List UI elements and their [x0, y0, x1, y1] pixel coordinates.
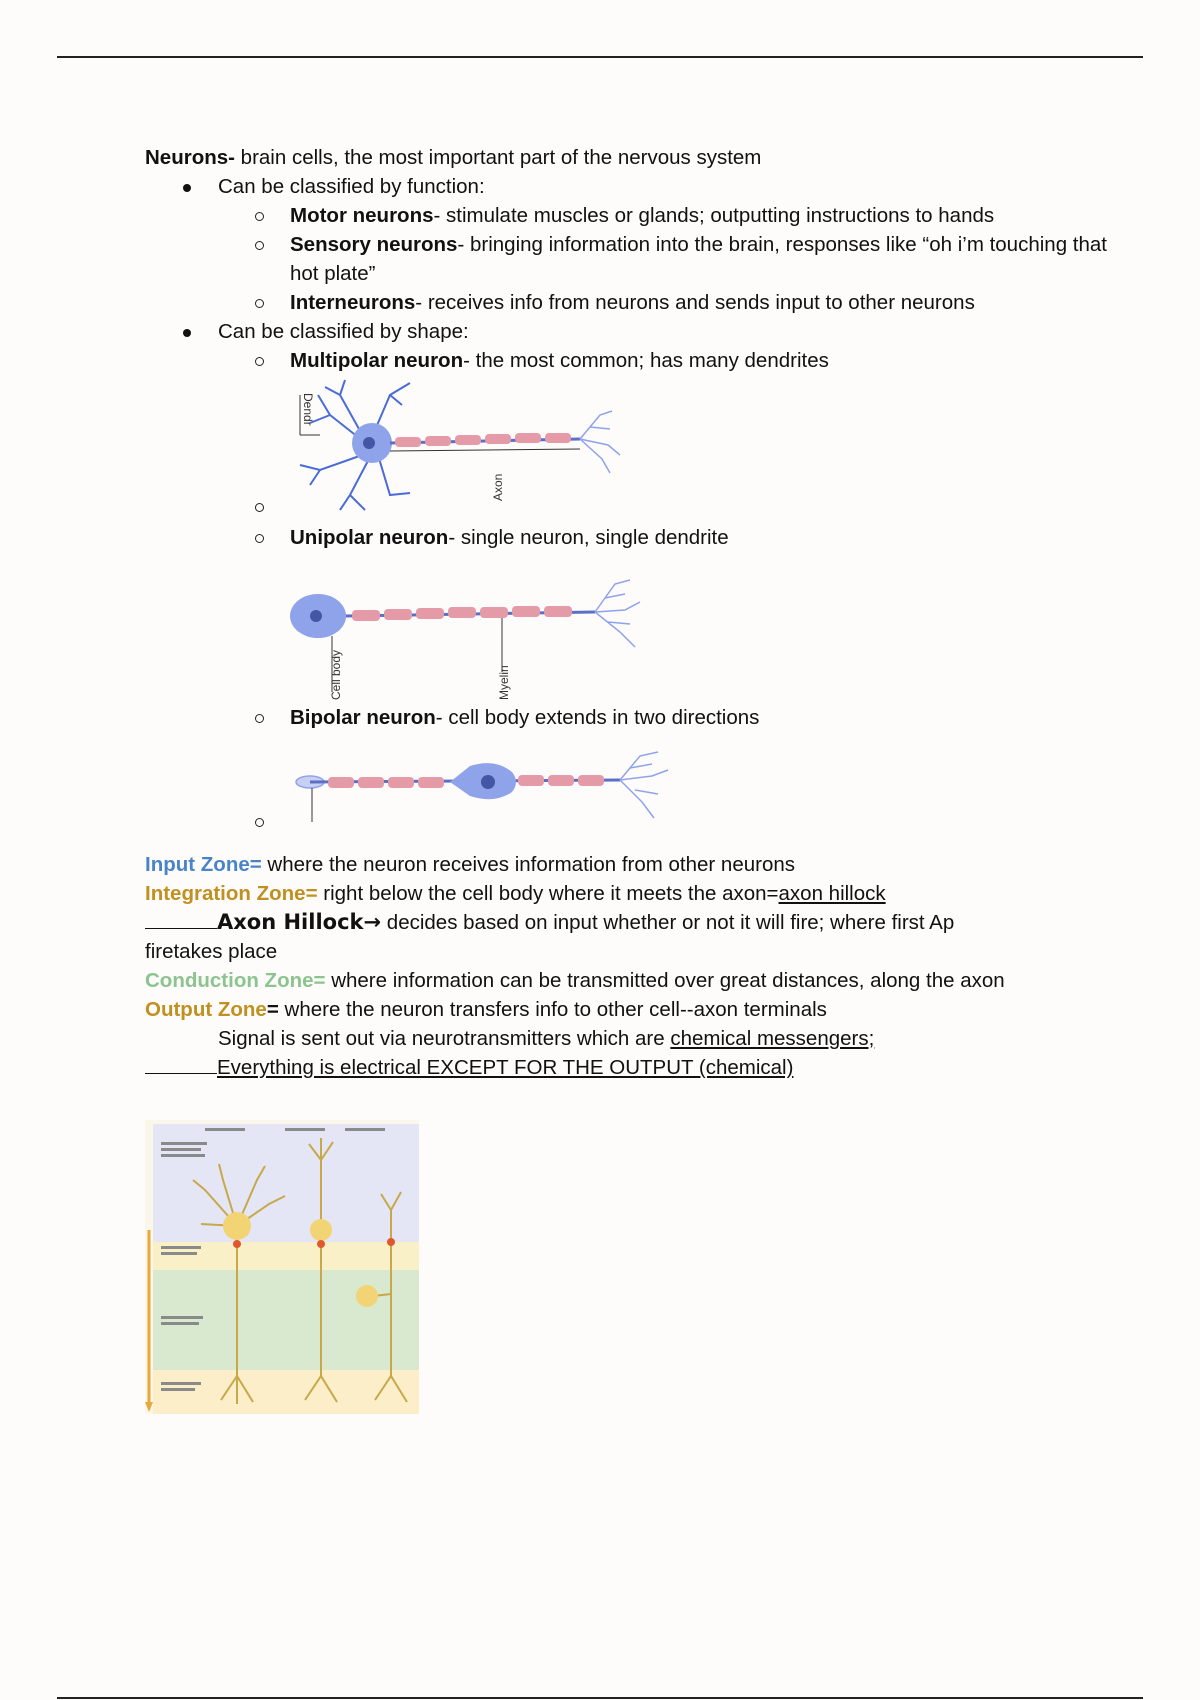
bipolar-neuron-diagram — [290, 732, 690, 836]
nucleus — [363, 437, 375, 449]
interneuron-text: - receives info from neurons and sends input to other neurons — [415, 291, 975, 314]
bullet-circle — [255, 534, 264, 543]
bullet-circle — [255, 357, 264, 366]
unipolar-text: - single neuron, single dendrite — [448, 526, 729, 549]
sensory-text: - bringing information into the brain, responses like “oh i’m touching that hot plate” — [290, 233, 1107, 285]
cell-body-label: Cell body — [329, 649, 343, 700]
sensory-term: Sensory neurons — [290, 233, 458, 256]
neurons-term: Neurons- — [145, 146, 235, 169]
multipolar-text: - the most common; has many dendrites — [463, 349, 829, 372]
output-zone-label: Output Zone — [145, 998, 267, 1021]
bullet-circle — [255, 241, 264, 250]
list-item — [145, 288, 1105, 317]
conduction-zone-line — [145, 966, 1105, 995]
shape-header — [145, 317, 1105, 346]
axon-hillock-label: Axon Hillock→ — [217, 910, 382, 934]
unipolar-term: Unipolar neuron — [290, 526, 449, 549]
bullet-dot — [183, 329, 191, 337]
motor-text: - stimulate muscles or glands; outputting instructions to hands — [433, 204, 995, 227]
axon-hillock-link: axon hillock — [778, 882, 886, 905]
function-header-text: Can be classified by function: — [218, 175, 485, 198]
document-body — [145, 143, 1105, 1082]
interneuron-term: Interneurons — [290, 291, 416, 314]
intro-line — [145, 143, 1105, 172]
hillock-line-2 — [145, 937, 1105, 966]
unipolar-neuron-diagram — [290, 552, 670, 702]
list-item — [145, 346, 1105, 375]
input-zone-label: Input Zone= — [145, 853, 262, 876]
output-zone-band — [153, 1370, 419, 1414]
axon-terminals — [580, 411, 620, 473]
myelin-sheaths — [352, 606, 572, 621]
nucleus — [481, 775, 495, 789]
input-zone-line — [145, 850, 1105, 879]
bullet-circle — [255, 212, 264, 221]
bipolar-cell-body — [310, 1219, 332, 1241]
list-item — [145, 230, 1110, 288]
unipolar-figure — [145, 552, 1105, 703]
blank-underline — [145, 1055, 217, 1074]
unipolar-cell-body — [356, 1285, 378, 1307]
integration-zone-line — [145, 879, 1105, 908]
axon-hillock-text-2: firetakes place — [145, 940, 278, 963]
multipolar-neuron-diagram — [290, 375, 630, 515]
axon-terminals — [620, 752, 668, 818]
output-zone-line — [145, 995, 1105, 1024]
hillock-line — [145, 908, 1105, 937]
multipolar-term: Multipolar neuron — [290, 349, 464, 372]
bullet-circle — [255, 714, 264, 723]
signal-text: Signal is sent out via neurotransmitters which are — [218, 1027, 671, 1050]
axon-bracket — [390, 449, 580, 451]
motor-term: Motor neurons — [290, 204, 434, 227]
list-item — [145, 523, 1105, 552]
bipolar-term: Bipolar neuron — [290, 706, 436, 729]
input-zone-text: where the neuron receives information from other neurons — [261, 853, 796, 876]
shape-header-text: Can be classified by shape: — [218, 320, 469, 343]
axon-hillock-text: decides based on input whether or not it will fire; where first Ap — [381, 911, 955, 934]
bullet-dot — [183, 184, 191, 192]
list-item — [145, 703, 1105, 732]
integration-zone-label: Integration Zone= — [145, 882, 318, 905]
electrical-line — [145, 1053, 1105, 1082]
bottom-rule — [57, 1697, 1143, 1699]
nucleus — [310, 610, 322, 622]
bullet-circle — [255, 503, 264, 512]
myelin-label: Myelin — [497, 665, 511, 700]
bipolar-figure — [145, 732, 1105, 846]
integration-zone-text: right below the cell body where it meets the axon= — [317, 882, 779, 905]
input-zone-band — [153, 1124, 419, 1242]
bullet-circle — [255, 818, 264, 827]
electrical-text: Everything is electrical EXCEPT FOR THE OUTPUT (chemical) — [217, 1056, 794, 1079]
bullet-circle — [255, 299, 264, 308]
neurons-definition: brain cells, the most important part of the nervous system — [234, 146, 762, 169]
output-zone-eq: = — [266, 998, 279, 1021]
top-rule — [57, 56, 1143, 58]
chemical-messengers-link: chemical messengers; — [670, 1027, 875, 1050]
multipolar-cell-body — [223, 1212, 251, 1240]
dendrite-label: Dendr — [301, 393, 315, 426]
multipolar-figure — [145, 375, 1105, 523]
signal-line — [145, 1024, 1105, 1053]
list-item — [145, 201, 1105, 230]
axon-label: Axon — [491, 473, 505, 501]
function-header — [145, 172, 1105, 201]
blank-underline — [145, 910, 217, 929]
output-zone-text: where the neuron transfers info to other cell--axon terminals — [278, 998, 827, 1021]
bipolar-text: - cell body extends in two directions — [435, 706, 760, 729]
conduction-zone-text: where information can be transmitted over great distances, along the axon — [325, 969, 1005, 992]
neuron-zones-figure — [145, 1120, 419, 1414]
conduction-zone-band — [153, 1270, 419, 1370]
conduction-zone-label: Conduction Zone= — [145, 969, 326, 992]
axon-terminals — [595, 580, 640, 647]
